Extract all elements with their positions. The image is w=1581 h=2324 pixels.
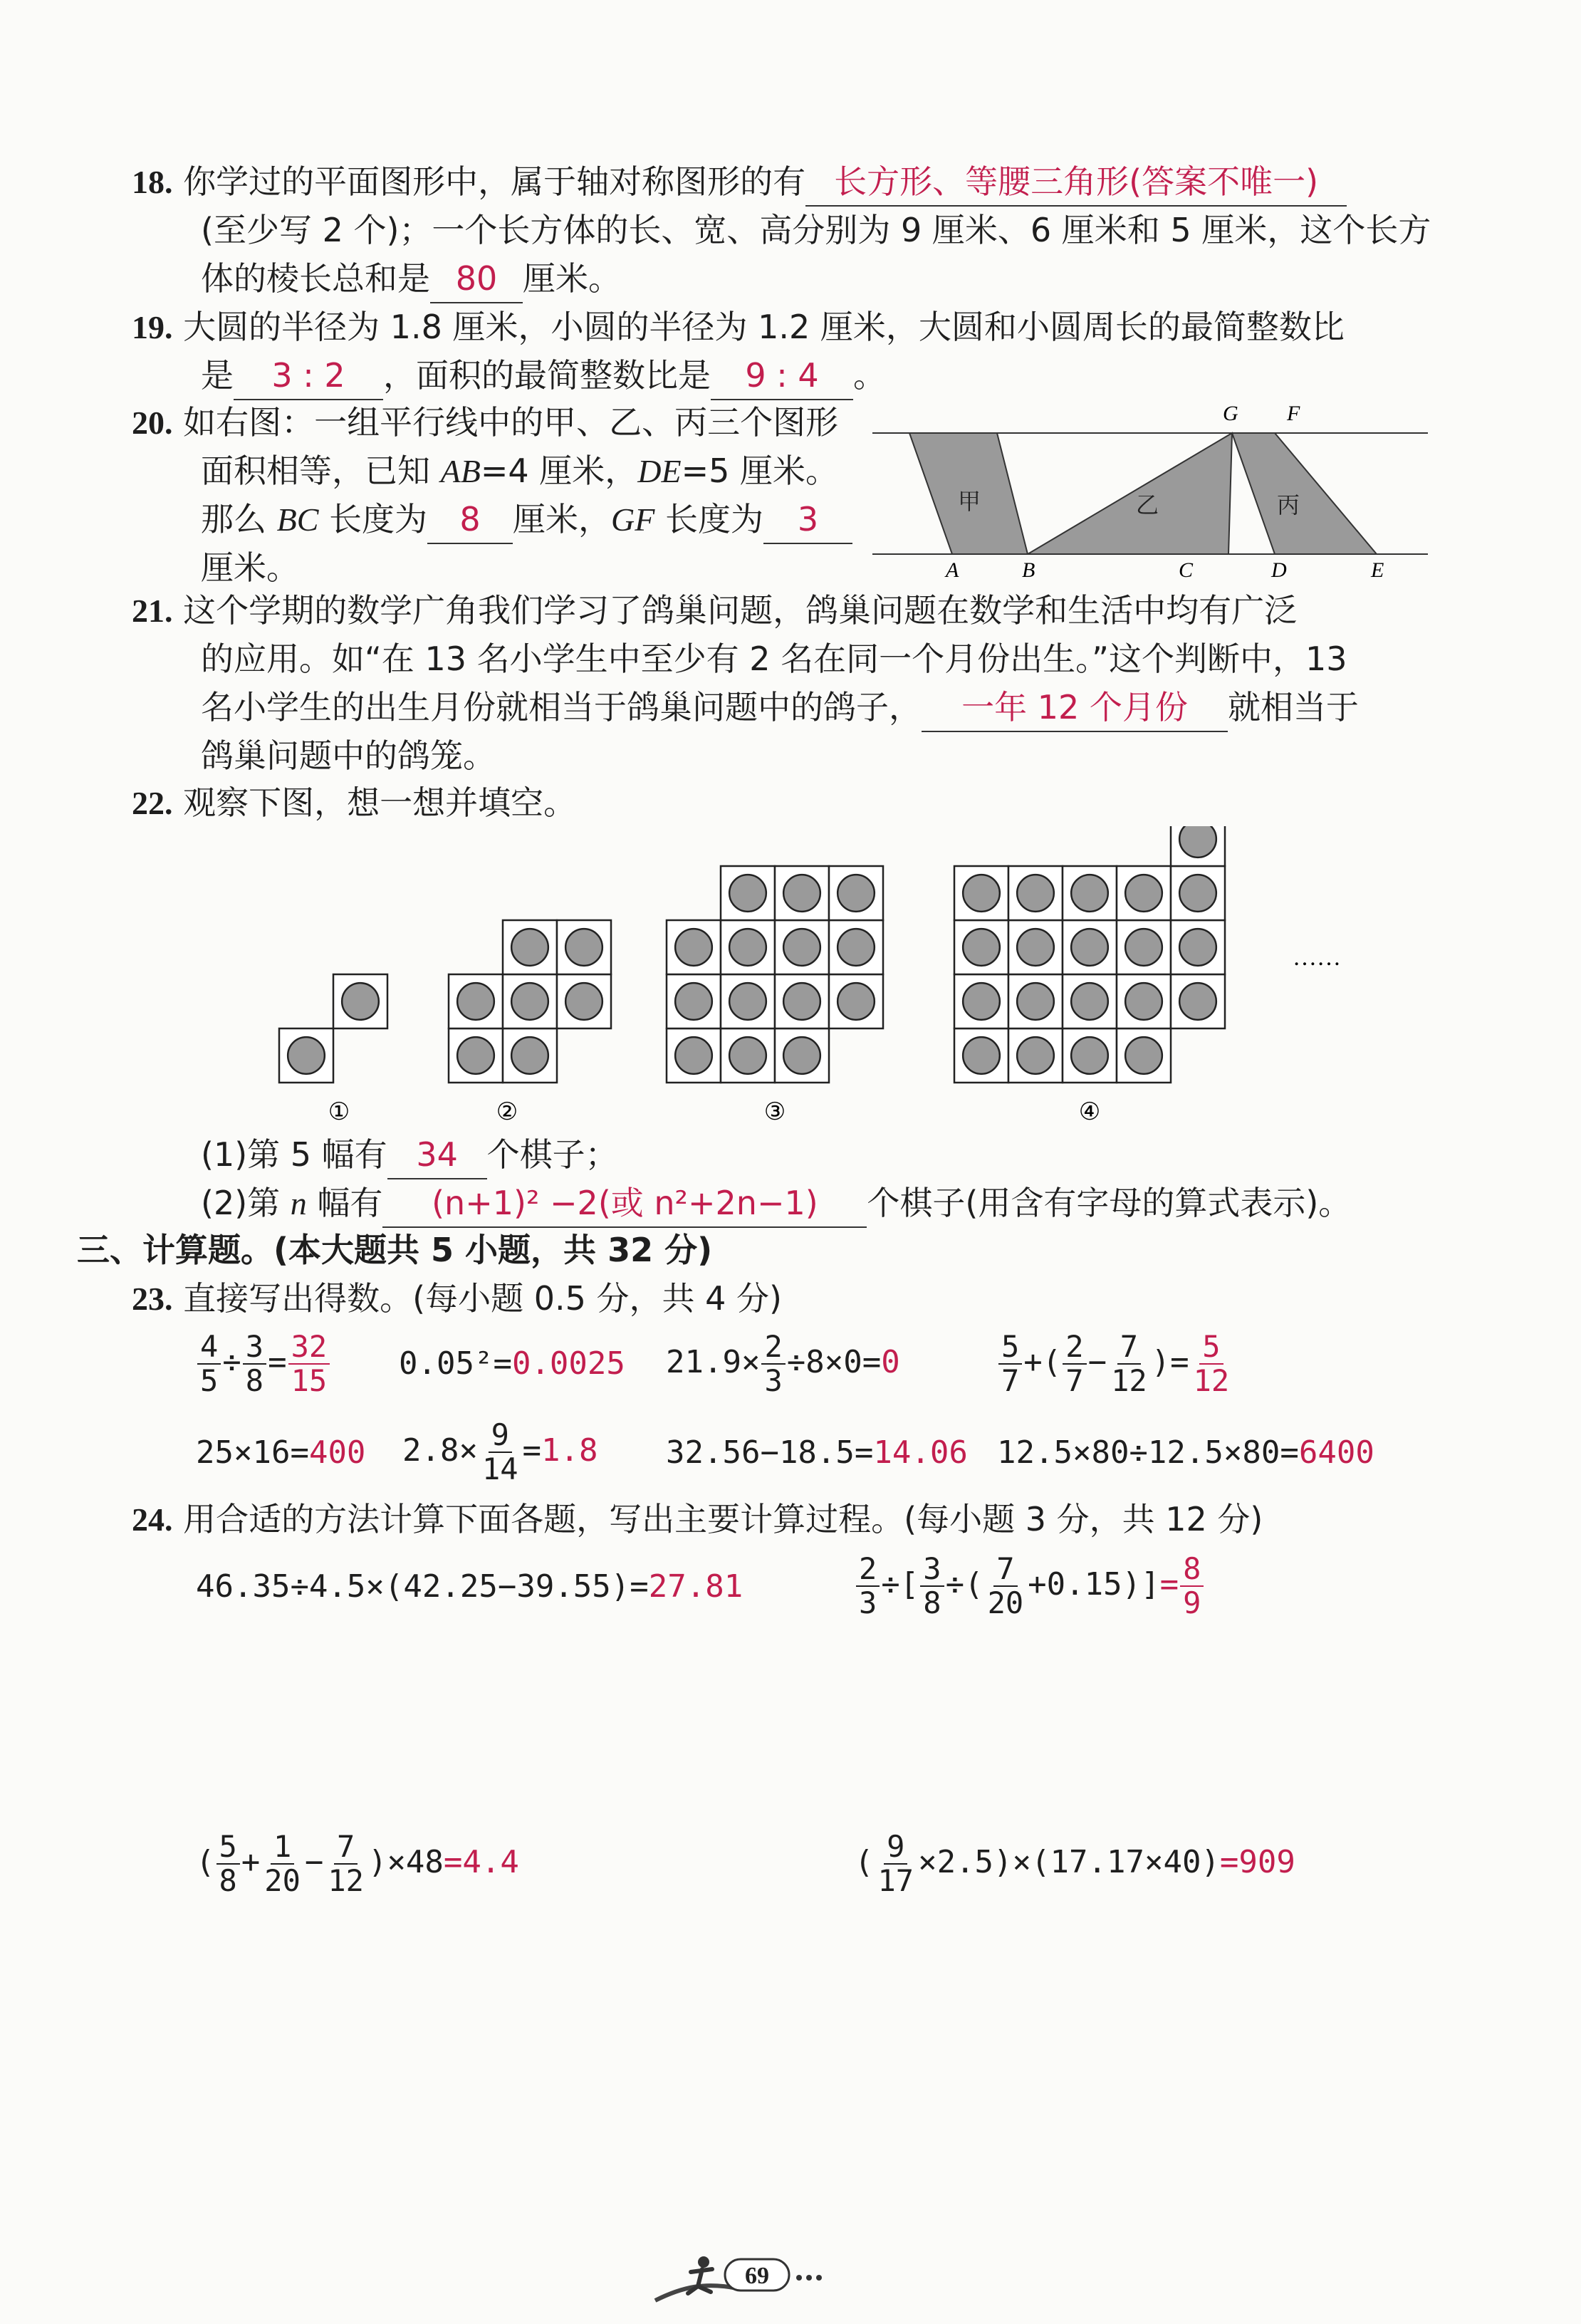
shape-bing bbox=[1232, 433, 1377, 554]
frac-num: 5 bbox=[1199, 1330, 1223, 1365]
q21-number: 21. bbox=[132, 593, 173, 629]
point-d: D bbox=[1271, 558, 1287, 582]
fig1-caption: ① bbox=[328, 1099, 350, 1125]
q22-answer2[interactable]: (n+1)² −2(或 n²+2n−1) bbox=[382, 1179, 867, 1228]
fig4-chess-piece bbox=[963, 929, 1000, 966]
op: )= bbox=[1151, 1344, 1189, 1380]
frac-den: 3 bbox=[764, 1363, 783, 1398]
q24-number: 24. bbox=[132, 1501, 173, 1538]
footer-dot bbox=[796, 2275, 802, 2281]
q24-expr2 bbox=[855, 1553, 1205, 1620]
q23-expr8 bbox=[997, 1432, 1374, 1474]
frac-num: 8 bbox=[1180, 1553, 1204, 1587]
q20-text1: 如右图：一组平行线中的甲、乙、丙三个图形 bbox=[183, 403, 839, 442]
frac-den: 14 bbox=[481, 1452, 518, 1486]
q20-text3d: 长度为 bbox=[654, 500, 763, 538]
fig4-chess-piece bbox=[1017, 983, 1054, 1020]
q24-expr3 bbox=[196, 1830, 519, 1897]
expr: ÷8×0= bbox=[786, 1344, 882, 1380]
q22-p2-text-c: 个棋子(用含有字母的算式表示)。 bbox=[867, 1184, 1352, 1222]
fig3-chess-piece bbox=[675, 1037, 712, 1074]
fig4-chess-piece bbox=[963, 983, 1000, 1020]
q23-answer3[interactable]: 0 bbox=[881, 1344, 900, 1380]
frac-den: 20 bbox=[264, 1863, 301, 1898]
q18-number: 18. bbox=[132, 164, 173, 200]
fig4-chess-piece bbox=[1017, 929, 1054, 966]
fig3-chess-piece bbox=[838, 983, 875, 1020]
q22-p2-text-a: (2)第 bbox=[201, 1184, 291, 1222]
q23-answer2[interactable]: 0.0025 bbox=[511, 1345, 625, 1382]
op: ÷[ bbox=[881, 1566, 919, 1603]
q18-line1 bbox=[132, 158, 1347, 207]
frac-num: 1 bbox=[271, 1830, 294, 1865]
frac-num: 7 bbox=[334, 1830, 358, 1865]
q20-text2b: =4 厘米， bbox=[480, 452, 638, 490]
frac-den: 20 bbox=[987, 1585, 1024, 1620]
fig4-chess-piece bbox=[963, 875, 1000, 912]
q20-de: DE bbox=[637, 453, 682, 489]
fig2-chess-piece bbox=[457, 1037, 494, 1074]
q20-text3a: 那么 bbox=[201, 500, 277, 538]
op: ÷ bbox=[222, 1344, 241, 1380]
op: − bbox=[1087, 1344, 1107, 1380]
q19-line2 bbox=[201, 352, 886, 400]
fig2-chess-piece bbox=[457, 983, 494, 1020]
frac-num: 2 bbox=[1063, 1330, 1086, 1365]
q22-figures bbox=[271, 826, 1367, 1140]
q23-answer7[interactable]: 14.06 bbox=[873, 1434, 968, 1471]
q20-bc: BC bbox=[276, 501, 319, 538]
op: − bbox=[304, 1844, 324, 1880]
label-yi: 乙 bbox=[1136, 492, 1159, 518]
q19-line1 bbox=[132, 303, 1345, 351]
frac-num: 32 bbox=[288, 1330, 330, 1365]
point-e: E bbox=[1371, 558, 1384, 582]
q21-line1 bbox=[132, 587, 1297, 635]
q20-text3c: 厘米， bbox=[513, 500, 612, 538]
q21-line4: 鸽巢问题中的鸽笼。 bbox=[201, 736, 496, 775]
q22-n: n bbox=[290, 1185, 307, 1221]
eq: = bbox=[522, 1432, 542, 1469]
fig-ellipsis: …… bbox=[1293, 944, 1341, 971]
footer-dot bbox=[816, 2275, 822, 2281]
frac-den: 15 bbox=[291, 1363, 328, 1398]
q24-answer2[interactable] bbox=[1180, 1553, 1204, 1620]
q19-number: 19. bbox=[132, 309, 173, 345]
fig4-chess-piece bbox=[1125, 875, 1162, 912]
q20-line3 bbox=[201, 496, 852, 544]
point-b: B bbox=[1022, 558, 1035, 582]
q22-part2 bbox=[201, 1179, 1351, 1228]
expr: 12.5×80÷12.5×80= bbox=[997, 1434, 1299, 1471]
q18-text1: 你学过的平面图形中，属于轴对称图形的有 bbox=[183, 162, 806, 201]
expr: 21.9× bbox=[666, 1344, 761, 1380]
q23-expr2 bbox=[399, 1343, 625, 1385]
frac-num: 2 bbox=[856, 1553, 880, 1587]
fig3-chess-piece bbox=[838, 875, 875, 912]
q22-p2-text-b: 幅有 bbox=[306, 1184, 383, 1222]
q20-text2a: 面积相等，已知 bbox=[201, 452, 441, 490]
fig2-chess-piece bbox=[565, 929, 602, 966]
q24-answer1[interactable]: 27.81 bbox=[648, 1568, 743, 1605]
eq: = bbox=[443, 1844, 463, 1880]
fig3-chess-piece bbox=[838, 929, 875, 966]
q20-text3b: 长度为 bbox=[318, 500, 428, 538]
fig3-chess-piece bbox=[783, 1037, 820, 1074]
fig3-chess-piece bbox=[783, 875, 820, 912]
fig4-chess-piece bbox=[1071, 1037, 1108, 1074]
fig2-chess-piece bbox=[565, 983, 602, 1020]
frac-den: 8 bbox=[923, 1585, 941, 1620]
fig4-chess-piece bbox=[963, 1037, 1000, 1074]
fig1-chess-piece bbox=[342, 983, 379, 1020]
fig4-chess-piece bbox=[1179, 983, 1216, 1020]
frac-den: 7 bbox=[1001, 1363, 1020, 1398]
q19-answer2[interactable]: 9 : 4 bbox=[711, 352, 853, 400]
q19-text2a: 是 bbox=[201, 356, 234, 395]
q18-text3b: 厘米。 bbox=[523, 259, 621, 298]
op: ÷( bbox=[945, 1566, 983, 1603]
q22-text1: 观察下图，想一想并填空。 bbox=[183, 783, 577, 822]
op: )×48 bbox=[367, 1844, 444, 1880]
q24-answer3[interactable]: 4.4 bbox=[462, 1844, 519, 1880]
q19-answer1[interactable]: 3 : 2 bbox=[234, 352, 383, 400]
op: ( bbox=[196, 1844, 215, 1880]
frac-den: 12 bbox=[1111, 1363, 1147, 1398]
eq: = bbox=[1159, 1566, 1179, 1603]
q23-answer8[interactable]: 6400 bbox=[1298, 1434, 1374, 1471]
q23-text: 直接写出得数。(每小题 0.5 分，共 4 分) bbox=[183, 1279, 782, 1318]
q24-text: 用合适的方法计算下面各题，写出主要计算过程。(每小题 3 分，共 12 分) bbox=[183, 1500, 1263, 1538]
frac-num: 7 bbox=[993, 1553, 1017, 1587]
op: ( bbox=[855, 1844, 874, 1880]
q24-answer4[interactable]: 909 bbox=[1238, 1844, 1295, 1880]
eq: = bbox=[268, 1344, 287, 1380]
q24-expr4 bbox=[855, 1830, 1295, 1897]
fig3-chess-piece bbox=[729, 875, 766, 912]
q21-answer[interactable]: 一年 12 个月份 bbox=[922, 684, 1228, 732]
fig3-chess-piece bbox=[675, 929, 712, 966]
q21-text1: 这个学期的数学广角我们学习了鸽巢问题，鸽巢问题在数学和生活中均有广泛 bbox=[183, 591, 1298, 630]
expr: 25×16= bbox=[196, 1434, 309, 1471]
page-footer bbox=[641, 2251, 876, 2308]
expr: 0.05²= bbox=[399, 1345, 512, 1382]
q23-expr7 bbox=[666, 1432, 968, 1474]
fig4-chess-piece bbox=[1179, 826, 1216, 858]
q23-expr1 bbox=[196, 1330, 331, 1397]
fig1-chess-piece bbox=[288, 1037, 325, 1074]
q18-text3a: 体的棱长总和是 bbox=[201, 259, 430, 298]
q24-expr1 bbox=[196, 1565, 743, 1608]
footer-dot bbox=[806, 2275, 812, 2281]
fig3-caption: ③ bbox=[763, 1099, 786, 1125]
frac-den: 8 bbox=[245, 1363, 264, 1398]
q23-answer5[interactable]: 400 bbox=[308, 1434, 366, 1471]
q22-line1 bbox=[132, 779, 576, 827]
fig4-chess-piece bbox=[1071, 929, 1108, 966]
q20-answer2[interactable]: 3 bbox=[763, 496, 852, 544]
fig4-chess-piece bbox=[1179, 875, 1216, 912]
q23-title bbox=[132, 1275, 782, 1323]
q23-expr5 bbox=[196, 1432, 365, 1474]
q20-answer1[interactable]: 8 bbox=[427, 496, 513, 544]
op: + bbox=[241, 1844, 261, 1880]
fig2-chess-piece bbox=[511, 1037, 548, 1074]
q23-expr6 bbox=[402, 1419, 598, 1486]
q18-line3 bbox=[201, 255, 621, 303]
frac-den: 12 bbox=[328, 1863, 364, 1898]
frac-den: 9 bbox=[1183, 1585, 1201, 1620]
fig3-chess-piece bbox=[729, 1037, 766, 1074]
q20-figure bbox=[872, 399, 1428, 584]
fig3-chess-piece bbox=[783, 983, 820, 1020]
q23-expr3 bbox=[666, 1330, 900, 1397]
q23-answer6[interactable]: 1.8 bbox=[541, 1432, 598, 1469]
q23-answer4[interactable] bbox=[1191, 1330, 1233, 1397]
q24-title bbox=[132, 1496, 1263, 1543]
shape-yi bbox=[1028, 433, 1232, 554]
fig4-chess-piece bbox=[1017, 875, 1054, 912]
frac-num: 9 bbox=[884, 1830, 907, 1865]
expr: 2.8× bbox=[402, 1432, 478, 1469]
frac-num: 2 bbox=[761, 1330, 785, 1365]
fig4-chess-piece bbox=[1071, 875, 1108, 912]
frac-den: 3 bbox=[859, 1585, 877, 1620]
fig3-chess-piece bbox=[783, 929, 820, 966]
expr: 46.35÷4.5×(42.25−39.55)= bbox=[196, 1568, 649, 1605]
q19-text1: 大圆的半径为 1.8 厘米，小圆的半径为 1.2 厘米，大圆和小圆周长的最简整数比 bbox=[183, 308, 1345, 346]
frac-den: 12 bbox=[1193, 1363, 1230, 1398]
fig4-chess-piece bbox=[1179, 929, 1216, 966]
page-number: 69 bbox=[745, 2263, 769, 2289]
fig4-chess-piece bbox=[1017, 1037, 1054, 1074]
q20-line2 bbox=[201, 447, 838, 495]
op: +0.15)] bbox=[1028, 1566, 1160, 1603]
q20-text2c: =5 厘米。 bbox=[681, 452, 839, 490]
frac-den: 5 bbox=[200, 1363, 219, 1398]
expr: ×2.5)×(17.17×40) bbox=[918, 1844, 1220, 1880]
frac-den: 8 bbox=[219, 1863, 237, 1898]
frac-num: 5 bbox=[998, 1330, 1022, 1365]
section3-title: 三、计算题。(本大题共 5 小题，共 32 分) bbox=[77, 1231, 713, 1269]
frac-den: 17 bbox=[877, 1863, 914, 1898]
op: +( bbox=[1023, 1344, 1062, 1380]
expr: 32.56−18.5= bbox=[666, 1434, 874, 1471]
label-jia: 甲 bbox=[958, 489, 981, 514]
fig4-chess-piece bbox=[1071, 983, 1108, 1020]
eq: = bbox=[1219, 1844, 1239, 1880]
q20-gf: GF bbox=[611, 501, 655, 538]
frac-num: 5 bbox=[216, 1830, 240, 1865]
frac-num: 7 bbox=[1117, 1330, 1141, 1365]
frac-num: 4 bbox=[197, 1330, 221, 1365]
q18-line2: (至少写 2 个)；一个长方体的长、宽、高分别为 9 厘米、6 厘米和 5 厘米，这个长方 bbox=[201, 211, 1431, 249]
q20-ab: AB bbox=[440, 453, 481, 489]
point-g: G bbox=[1223, 402, 1238, 425]
q19-text2c: 。 bbox=[853, 356, 886, 395]
q21-text3a: 名小学生的出生月份就相当于鸽巢问题中的鸽子， bbox=[201, 688, 922, 726]
fig3-chess-piece bbox=[729, 983, 766, 1020]
frac-num: 9 bbox=[489, 1419, 512, 1453]
q18-answer1[interactable]: 长方形、等腰三角形(答案不唯一) bbox=[805, 158, 1347, 207]
q20-line1 bbox=[132, 399, 838, 447]
q20-line4: 厘米。 bbox=[201, 548, 299, 587]
fig4-chess-piece bbox=[1125, 929, 1162, 966]
fig4-chess-piece bbox=[1125, 1037, 1162, 1074]
point-f: F bbox=[1287, 402, 1300, 425]
q23-answer1[interactable] bbox=[288, 1330, 330, 1397]
q18-answer2[interactable]: 80 bbox=[430, 255, 523, 303]
point-a: A bbox=[946, 558, 959, 582]
frac-den: 7 bbox=[1065, 1363, 1084, 1398]
q22-p1-text-b: 个棋子； bbox=[486, 1135, 618, 1174]
fig4-caption: ④ bbox=[1078, 1099, 1101, 1125]
fig2-chess-piece bbox=[511, 983, 548, 1020]
fig3-chess-piece bbox=[675, 983, 712, 1020]
frac-num: 3 bbox=[243, 1330, 266, 1365]
q21-line2: 的应用。如“在 13 名小学生中至少有 2 名在同一个月份出生。”这个判断中，13 bbox=[201, 640, 1347, 678]
fig4-chess-piece bbox=[1125, 983, 1162, 1020]
q22-part1 bbox=[201, 1131, 618, 1179]
q19-text2b: ，面积的最简整数比是 bbox=[383, 356, 711, 395]
label-bing: 丙 bbox=[1277, 492, 1300, 518]
fig2-chess-piece bbox=[511, 929, 548, 966]
fig2-caption: ② bbox=[496, 1099, 518, 1125]
q23-number: 23. bbox=[132, 1281, 173, 1317]
frac-num: 3 bbox=[920, 1553, 944, 1587]
fig3-chess-piece bbox=[729, 929, 766, 966]
q21-text3b: 就相当于 bbox=[1228, 688, 1359, 726]
point-c: C bbox=[1179, 558, 1194, 582]
q22-p1-text-a: (1)第 5 幅有 bbox=[201, 1135, 387, 1174]
q22-number: 22. bbox=[132, 785, 173, 821]
q21-line3 bbox=[201, 684, 1359, 732]
q20-number: 20. bbox=[132, 405, 173, 441]
q23-expr4 bbox=[997, 1330, 1233, 1397]
q22-answer1[interactable]: 34 bbox=[387, 1131, 487, 1179]
